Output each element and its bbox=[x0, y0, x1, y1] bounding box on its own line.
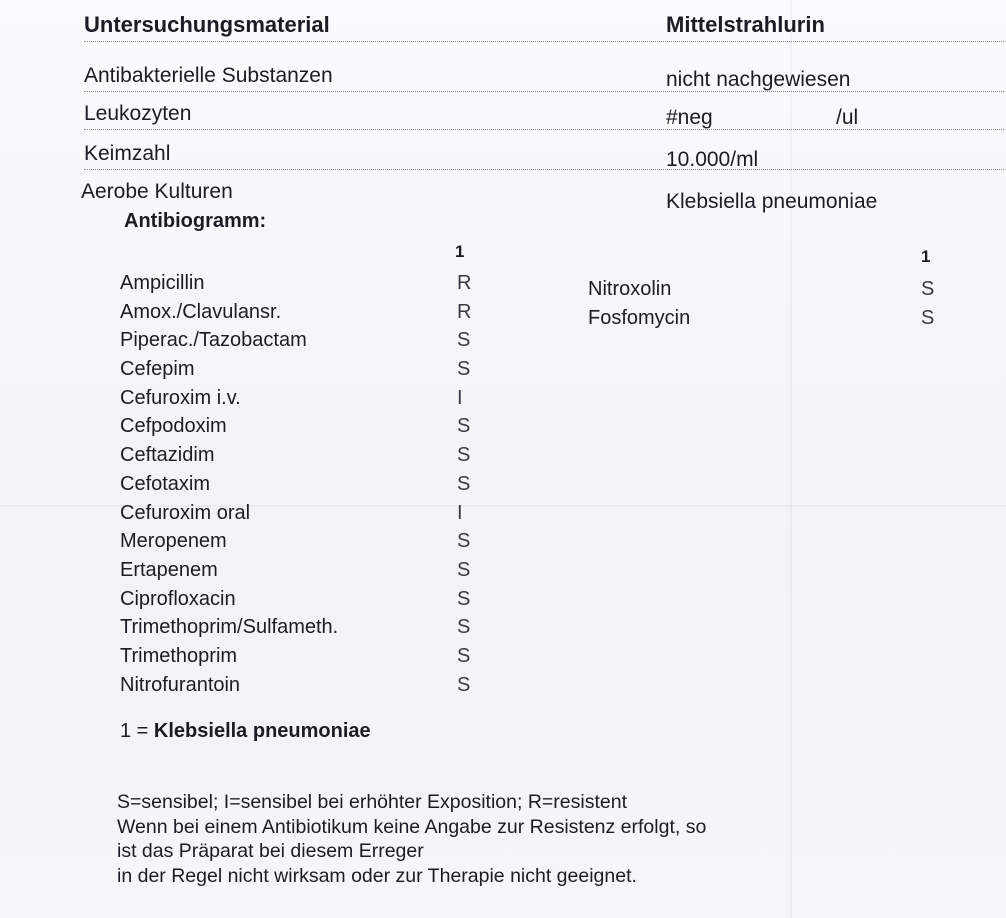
interpretation-notes bbox=[117, 790, 706, 888]
result-label: Leukozyten bbox=[84, 102, 192, 125]
antibiotic-name: Trimethoprim/Sulfameth. bbox=[120, 616, 339, 639]
result-value: 10.000/ml bbox=[666, 148, 759, 171]
list-item bbox=[120, 645, 500, 674]
list-item bbox=[120, 530, 500, 559]
susceptibility-result: S bbox=[457, 530, 471, 553]
antibiotic-name: Nitrofurantoin bbox=[120, 673, 241, 696]
antibiogram-list-left bbox=[120, 272, 500, 702]
divider bbox=[84, 169, 1004, 170]
susceptibility-result: S bbox=[457, 358, 471, 381]
column-number: 1 bbox=[921, 247, 931, 266]
susceptibility-result: S bbox=[457, 644, 471, 667]
antibiotic-name: Ceftazidim bbox=[120, 444, 215, 467]
list-item bbox=[588, 278, 948, 307]
antibiotic-name: Ciprofloxacin bbox=[120, 587, 236, 610]
result-label: Antibakterielle Substanzen bbox=[84, 64, 333, 87]
list-item bbox=[120, 588, 500, 617]
material-row bbox=[84, 6, 1004, 42]
result-value: Klebsiella pneumoniae bbox=[666, 190, 878, 213]
antibiotic-name: Cefuroxim oral bbox=[120, 501, 251, 524]
susceptibility-result: S bbox=[457, 415, 471, 438]
susceptibility-result: S bbox=[921, 278, 935, 300]
note-line: S=sensibel; I=sensibel bei erhöhter Exposition; R=resistent bbox=[117, 791, 627, 813]
result-value: #neg bbox=[666, 106, 713, 129]
result-row bbox=[81, 172, 1004, 213]
column-number: 1 bbox=[455, 242, 465, 261]
legend-organism: Klebsiella pneumoniae bbox=[153, 720, 371, 742]
result-label: Aerobe Kulturen bbox=[81, 180, 233, 203]
antibiogram-list-right bbox=[588, 278, 948, 335]
list-item bbox=[120, 444, 500, 473]
antibiotic-name: Cefpodoxim bbox=[120, 415, 227, 438]
list-item bbox=[120, 473, 500, 502]
antibiotic-name: Cefuroxim i.v. bbox=[120, 386, 241, 409]
susceptibility-result: S bbox=[457, 472, 471, 495]
susceptibility-result: S bbox=[457, 616, 471, 639]
list-item bbox=[120, 272, 500, 301]
list-item bbox=[120, 674, 500, 703]
antibiotic-name: Cefepim bbox=[120, 358, 195, 381]
note-line: Wenn bei einem Antibiotikum keine Angabe zur Resistenz erfolgt, so bbox=[117, 815, 707, 838]
list-item bbox=[120, 616, 500, 645]
result-unit: /ul bbox=[836, 106, 859, 129]
result-row bbox=[84, 94, 1004, 130]
antibiogram-title: Antibiogramm: bbox=[124, 210, 267, 232]
list-item bbox=[120, 387, 500, 416]
result-row bbox=[84, 134, 1004, 170]
result-row bbox=[84, 56, 1004, 92]
susceptibility-result: I bbox=[457, 501, 463, 524]
divider bbox=[84, 129, 1004, 130]
list-item bbox=[120, 329, 500, 358]
material-value: Mittelstrahlurin bbox=[666, 12, 825, 37]
divider bbox=[84, 91, 1004, 92]
note-line: in der Regel nicht wirksam oder zur Therapie nicht geeignet. bbox=[117, 864, 637, 887]
list-item bbox=[588, 307, 948, 336]
susceptibility-result: R bbox=[457, 272, 472, 294]
result-label: Keimzahl bbox=[84, 142, 171, 165]
material-label: Untersuchungsmaterial bbox=[84, 12, 330, 37]
antibiotic-name: Meropenem bbox=[120, 530, 227, 553]
susceptibility-result: S bbox=[457, 329, 471, 352]
susceptibility-result: S bbox=[457, 673, 471, 696]
divider bbox=[84, 41, 1004, 42]
list-item bbox=[120, 559, 500, 588]
susceptibility-result: S bbox=[457, 587, 471, 610]
susceptibility-result: S bbox=[457, 558, 471, 581]
susceptibility-result: S bbox=[457, 444, 471, 467]
antibiotic-name: Piperac./Tazobactam bbox=[120, 329, 307, 352]
susceptibility-result: I bbox=[457, 386, 463, 409]
list-item bbox=[120, 502, 500, 531]
antibiotic-name: Cefotaxim bbox=[120, 472, 211, 495]
susceptibility-result: S bbox=[921, 306, 935, 329]
organism-legend bbox=[120, 720, 371, 743]
antibiotic-name: Trimethoprim bbox=[120, 644, 238, 667]
result-value: nicht nachgewiesen bbox=[666, 68, 851, 91]
note-line: ist das Präparat bei diesem Erreger bbox=[117, 840, 424, 862]
list-item bbox=[120, 301, 500, 330]
legend-prefix: 1 = bbox=[120, 720, 154, 742]
antibiotic-name: Fosfomycin bbox=[588, 306, 691, 329]
list-item bbox=[120, 415, 500, 444]
susceptibility-result: R bbox=[457, 300, 472, 323]
antibiotic-name: Ampicillin bbox=[120, 272, 205, 294]
antibiotic-name: Amox./Clavulansr. bbox=[120, 300, 282, 323]
antibiotic-name: Ertapenem bbox=[120, 558, 218, 581]
antibiotic-name: Nitroxolin bbox=[588, 278, 672, 300]
list-item bbox=[120, 358, 500, 387]
